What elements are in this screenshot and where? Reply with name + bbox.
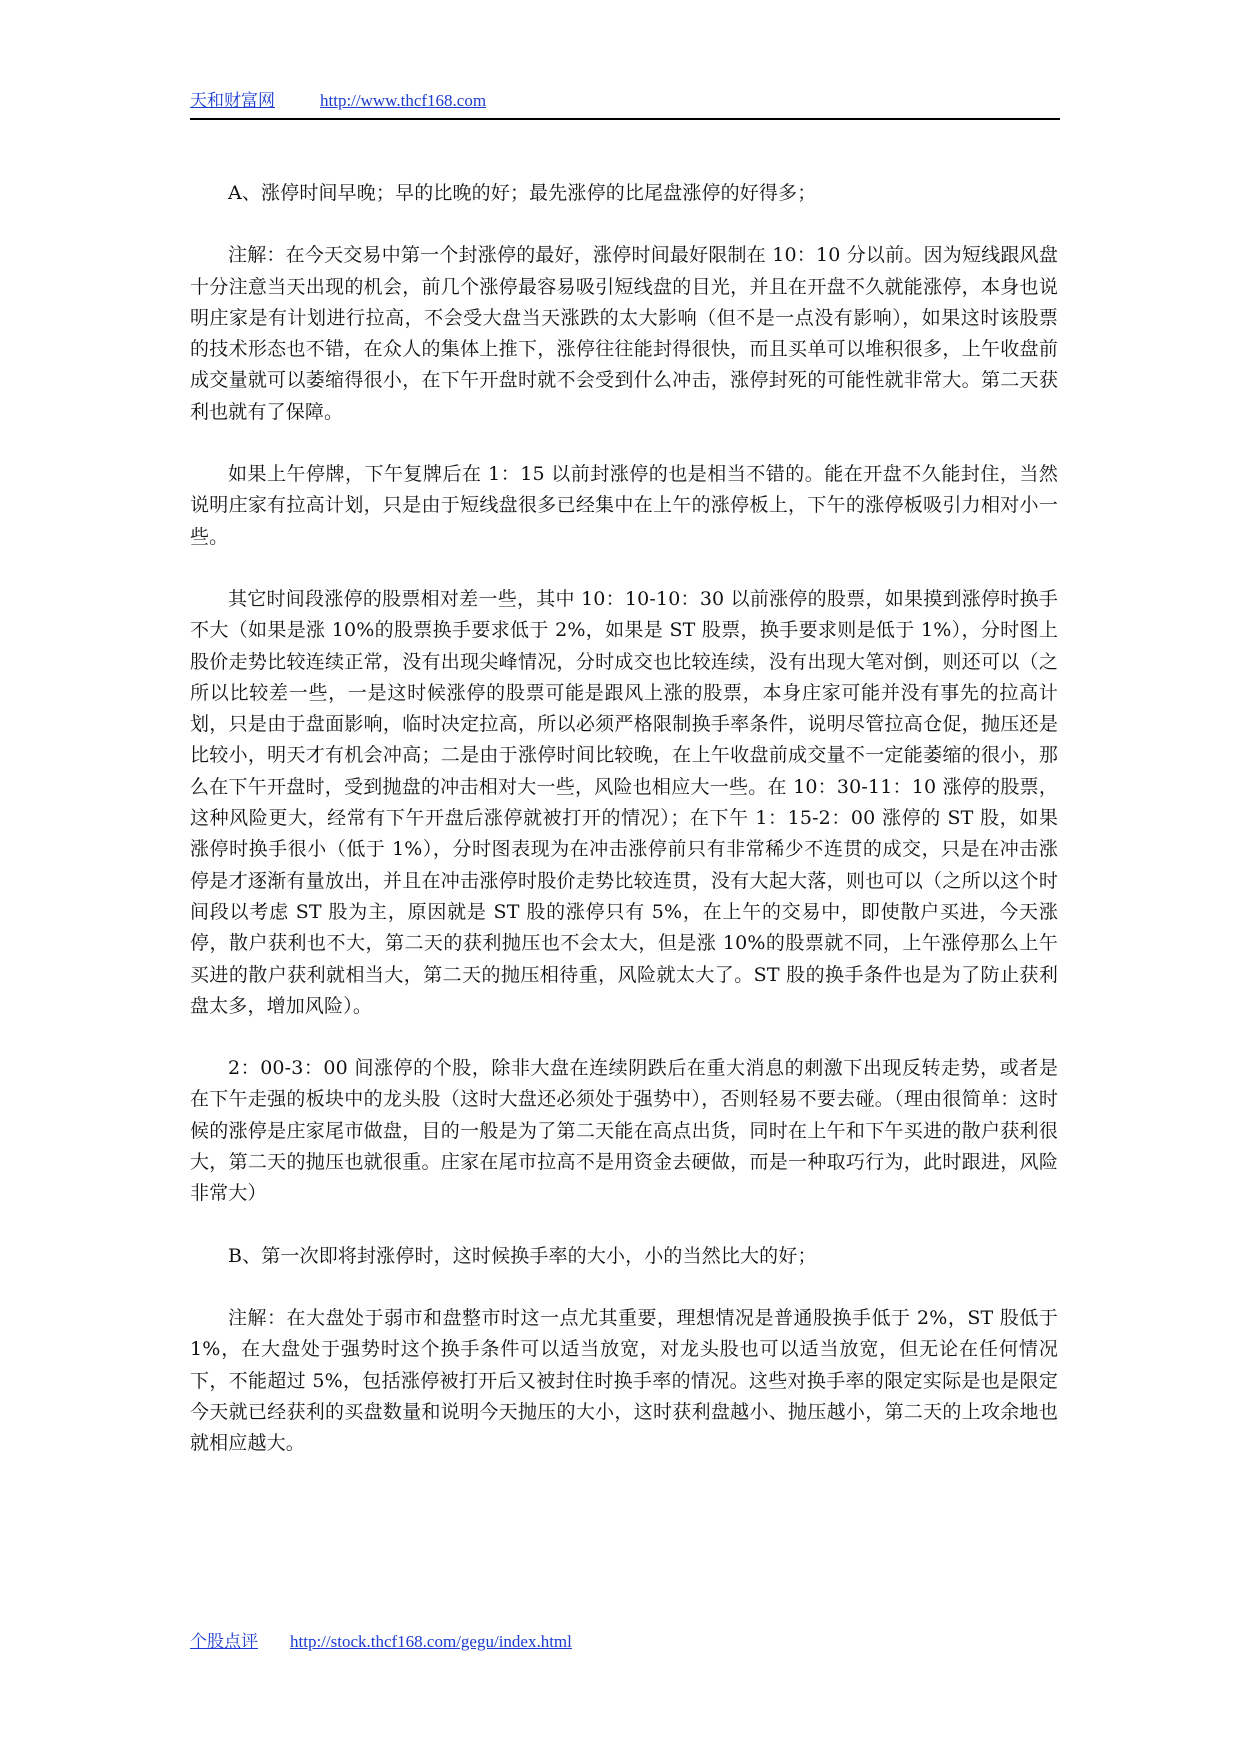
- paragraph-afternoon-resume: 如果上午停牌，下午复牌后在 1：15 以前封涨停的也是相当不错的。能在开盘不久能封住，当然说明庄家有拉高计划，只是由于短线盘很多已经集中在上午的涨停板上，下午的涨停板吸引力相对小一些。: [190, 463, 1058, 548]
- article-body: [190, 178, 1058, 1490]
- paragraph-b-heading: B、第一次即将封涨停时，这时候换手率的大小，小的当然比大的好；: [228, 1244, 817, 1267]
- paragraph-a-heading: A、涨停时间早晚；早的比晚的好；最先涨停的比尾盘涨停的好得多；: [228, 182, 817, 204]
- paragraph-a-note: 注解：在今天交易中第一个封涨停的最好，涨停时间最好限制在 10：10 分以前。因为短线跟风盘十分注意当天出现的机会，前几个涨停最容易吸引短线盘的目光，并且在开盘不久就能涨停，本身也说明庄家是有计划进行拉高，不会受大盘当天涨跌的太大影响（但不是一点没有影响），如果这时该股票的技术形态也不错，在众人的集体上推下，涨停往往能封得很快，而且买单可以堆积很多，上午收盘前成交量就可以萎缩得很小，在下午开盘时就不会受到什么冲击，涨停封死的可能性就非常大。第二天获利也就有了保障。: [190, 244, 1058, 423]
- paragraph-late-session: 2：00-3：00 间涨停的个股，除非大盘在连续阴跌后在重大消息的刺激下出现反转走势，或者是在下午走强的板块中的龙头股（这时大盘还必须处于强势中），否则轻易不要去碰。（理由很简单：这时候的涨停是庄家尾市做盘，目的一般是为了第二天能在高点出货，同时在上午和下午买进的散户获利很大，第二天的抛压也就很重。庄家在尾市拉高不是用资金去硬做，而是一种取巧行为，此时跟进，风险非常大）: [190, 1057, 1058, 1205]
- column-name-link[interactable]: 个股点评: [190, 1632, 258, 1652]
- column-url-link[interactable]: http://stock.thcf168.com/gegu/index.html: [290, 1632, 572, 1651]
- page-footer: [190, 1631, 1060, 1661]
- site-url-link[interactable]: http://www.thcf168.com: [320, 91, 487, 110]
- site-name-link[interactable]: 天和财富网: [190, 91, 275, 111]
- paragraph-other-times: 其它时间段涨停的股票相对差一些，其中 10：10-10：30 以前涨停的股票，如果摸到涨停时换手不大（如果是涨 10%的股票换手要求低于 2%，如果是 ST 股票，换手要求则是低于 1%），分时图上股价走势比较连续正常，没有出现尖峰情况，分时成交也比较连续，没有出现大笔对倒，则还可以（之所以比较差一些，一是这时候涨停的股票可能是跟风上涨的股票，本身庄家可能并没有事先的拉高计划，只是由于盘面影响，临时决定拉高，所以必须严格限制换手率条件，说明尽管拉高仓促，抛压还是比较小，明天才有机会冲高；二是由于涨停时间比较晚，在上午收盘前成交量不一定能萎缩的很小，那么在下午开盘时，受到抛盘的冲击相对大一些，风险也相应大一些。在 10：30-11：10 涨停的股票，这种风险更大，经常有下午开盘后涨停就被打开的情况）；在下午 1：15-2：00 涨停的 ST 股，如果涨停时换手很小（低于 1%），分时图表现为在冲击涨停前只有非常稀少不连贯的成交，只是在冲击涨停是才逐渐有量放出，并且在冲击涨停时股价走势比较连贯，没有大起大落，则也可以（之所以这个时间段以考虑 ST 股为主，原因就是 ST 股的涨停只有 5%，在上午的交易中，即使散户买进，今天涨停，散户获利也不大，第二天的获利抛压也不会太大，但是涨 10%的股票就不同，上午涨停那么上午买进的散户获利就相当大，第二天的抛压相待重，风险就太大了。ST 股的换手条件也是为了防止获利盘太多，增加风险）。: [190, 587, 1058, 1017]
- paragraph-b-note: 注解：在大盘处于弱市和盘整市时这一点尤其重要，理想情况是普通股换手低于 2%，ST 股低于 1%，在大盘处于强势时这个换手条件可以适当放宽，对龙头股也可以适当放宽，但无论在任何情况下，不能超过 5%，包括涨停被打开后又被封住时换手率的情况。这些对换手率的限定实际是也是限定今天就已经获利的买盘数量和说明今天抛压的大小，这时获利盘越小、抛压越小，第二天的上攻余地也就相应越大。: [190, 1306, 1058, 1455]
- page-header: [190, 88, 1060, 120]
